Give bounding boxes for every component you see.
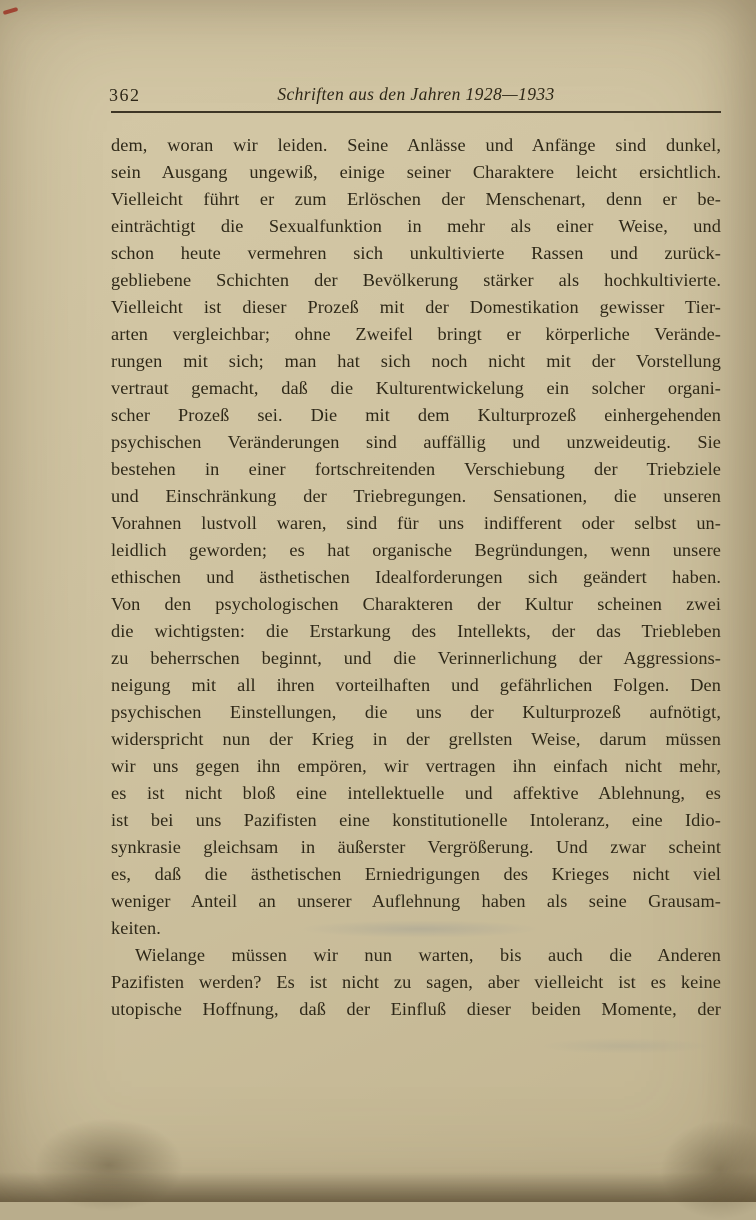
text-line: Pazifisten werden? Es ist nicht zu sagen, aber vielleicht ist es keine xyxy=(111,972,721,992)
text-line: synkrasie gleichsam in äußerster Vergrößerung. Und zwar scheint xyxy=(111,837,721,857)
header-rule xyxy=(111,111,721,113)
text-line: schon heute vermehren sich unkultivierte Rassen und zurück- xyxy=(111,243,721,263)
text-line: utopische Hoffnung, daß der Einfluß dieser beiden Momente, der xyxy=(111,999,721,1019)
text-line: wir uns gegen ihn empören, wir vertragen ihn einfach nicht mehr, xyxy=(111,756,721,776)
text-line: Von den psychologischen Charakteren der Kultur scheinen zwei xyxy=(111,594,721,614)
text-line: widerspricht nun der Krieg in der grellsten Weise, darum müssen xyxy=(111,729,721,749)
text-line: es ist nicht bloß eine intellektuelle und affektive Ablehnung, es xyxy=(111,783,721,803)
red-pen-mark-icon xyxy=(3,7,19,15)
paper-stain xyxy=(660,1120,756,1220)
text-line: psychischen Einstellungen, die uns der Kulturprozeß aufnötigt, xyxy=(111,702,721,722)
text-line: neigung mit all ihren vorteilhaften und gefährlichen Folgen. Den xyxy=(111,675,721,695)
ink-smudge-stain xyxy=(540,1038,710,1054)
text-line: vertraut gemacht, daß die Kulturentwickelung ein solcher organi- xyxy=(111,378,721,398)
text-line: einträchtigt die Sexualfunktion in mehr als einer Weise, und xyxy=(111,216,721,236)
text-line: leidlich geworden; es hat organische Begründungen, wenn unsere xyxy=(111,540,721,560)
page-content xyxy=(111,84,721,1023)
text-line: es, daß die ästhetischen Erniedrigungen des Krieges nicht viel xyxy=(111,864,721,884)
text-line: ethischen und ästhetischen Idealforderungen sich geändert haben. xyxy=(111,567,721,587)
body-text xyxy=(111,132,721,1023)
text-line: sein Ausgang ungewiß, einige seiner Charaktere leicht ersichtlich. xyxy=(111,162,721,182)
text-line: Vielleicht ist dieser Prozeß mit der Domestikation gewisser Tier- xyxy=(111,297,721,317)
text-line: bestehen in einer fortschreitenden Verschiebung der Triebziele xyxy=(111,459,721,479)
paragraph xyxy=(111,132,721,942)
text-line: scher Prozeß sei. Die mit dem Kulturprozeß einhergehenden xyxy=(111,405,721,425)
text-line: ist bei uns Pazifisten eine konstitutionelle Intoleranz, eine Idio- xyxy=(111,810,721,830)
text-line: keiten. xyxy=(111,918,161,938)
text-line: arten vergleichbar; ohne Zweifel bringt er körperliche Verände- xyxy=(111,324,721,344)
text-line: weniger Anteil an unserer Auflehnung haben als seine Grausam- xyxy=(111,891,721,911)
text-line: Vorahnen lustvoll waren, sind für uns indifferent oder selbst un- xyxy=(111,513,721,533)
text-line: psychischen Veränderungen sind auffällig und unzweideutig. Sie xyxy=(111,432,721,452)
page-edge-shadow xyxy=(0,1172,756,1202)
text-line: Wielange müssen wir nun warten, bis auch die Anderen xyxy=(135,945,721,965)
text-line: rungen mit sich; man hat sich noch nicht mit der Vorstellung xyxy=(111,351,721,371)
text-line: zu beherrschen beginnt, und die Verinnerlichung der Aggressions- xyxy=(111,648,721,668)
running-header-title: Schriften aus den Jahren 1928—1933 xyxy=(277,84,555,104)
page-number: 362 xyxy=(109,85,141,105)
running-header xyxy=(111,84,721,108)
paper-stain xyxy=(34,1118,184,1212)
text-line: die wichtigsten: die Erstarkung des Intellekts, der das Triebleben xyxy=(111,621,721,641)
text-line: und Einschränkung der Triebregungen. Sensationen, die unseren xyxy=(111,486,721,506)
text-line: dem, woran wir leiden. Seine Anlässe und Anfänge sind dunkel, xyxy=(111,135,721,155)
text-line: gebliebene Schichten der Bevölkerung stärker als hochkultivierte. xyxy=(111,270,721,290)
text-line: Vielleicht führt er zum Erlöschen der Menschenart, denn er be- xyxy=(111,189,721,209)
paragraph xyxy=(111,942,721,1023)
